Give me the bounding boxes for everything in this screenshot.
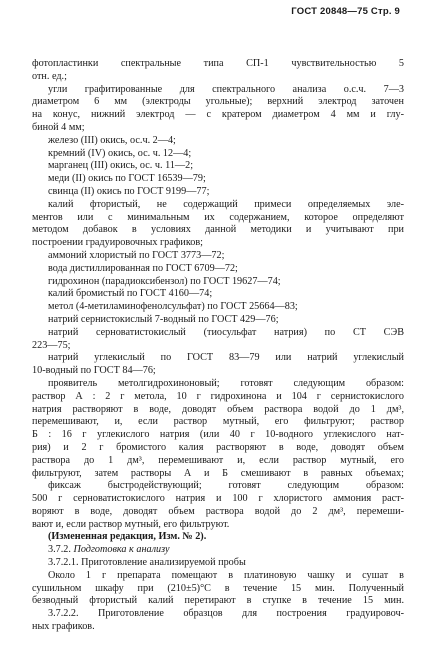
text-line: 3.7.2.1. Приготовление анализируемой пробы: [48, 557, 246, 569]
text-line: на конус, нижний электрод — с кратером диаметром 4 мм и глу-: [32, 109, 404, 121]
text-line: раствор А : 2 г метола, 10 г гидрохинона и 104 г сернистокислого: [32, 390, 404, 402]
text-line: 500 г серноватистокислого натрия и 100 г хлористого аммония раст-: [32, 493, 404, 505]
text-line: натрий серноватистокислый (тиосульфат натрия) по СТ СЭВ: [48, 326, 404, 338]
text-line: методом добавок в условиях данной методики и учитывают при: [32, 224, 404, 236]
text-line: фотопластинки спектральные типа СП-1 чувствительностью 5: [32, 58, 404, 69]
text-line: Б : 16 г углекислого натрия (или 40 г 10-водного углекислого нат-: [32, 429, 404, 441]
text-line: вода дистиллированная по ГОСТ 6709—72;: [48, 262, 238, 274]
text-line: гидрохинон (парадиоксибензол) по ГОСТ 19627—74;: [48, 275, 281, 287]
text-line: вают и, если раствор мутный, его фильтруют.: [32, 518, 230, 530]
text-line: перемешивают, и, если раствор мутный, его фильтруют; раствор: [32, 416, 404, 428]
text-line: (Измененная редакция, Изм. № 2).: [48, 531, 207, 543]
text-line: кремний (IV) окись, ос. ч. 12—4;: [48, 147, 192, 159]
text-line: 3.7.2. Подготовка к анализу: [48, 544, 170, 556]
text-line: построении градуировочных графиков;: [32, 237, 203, 249]
text-line: отн. ед.;: [32, 70, 67, 82]
text-line: безводный фтористый калий перетирают в ступке в течение 15 мин.: [32, 595, 404, 607]
text-line: 10-водный по ГОСТ 84—76;: [32, 365, 156, 377]
page-header: ГОСТ 20848—75 Стр. 9: [291, 6, 400, 17]
text-line: метол (4-метиламинофенолсульфат) по ГОСТ 25664—83;: [48, 301, 298, 313]
text-line: свинца (II) окись по ГОСТ 9199—77;: [48, 185, 210, 197]
text-line: 223—75;: [32, 339, 71, 351]
text-line: калий бромистый по ГОСТ 4160—74;: [48, 288, 213, 300]
text-line: ных графиков.: [32, 621, 95, 633]
text-line: 3.7.2.2. Приготовление образцов для построения градуировоч-: [48, 608, 404, 620]
text-line: натрий сернистокислый 7-водный по ГОСТ 429—76;: [48, 313, 279, 325]
text-line: натрий углекислый по ГОСТ 83—79 или натрий углекислый: [48, 352, 404, 364]
text-line: натрия растворяют в воде, доводят объем раствора водой до 1 дм³,: [32, 403, 404, 415]
text-line: биной 4 мм;: [32, 121, 85, 133]
text-line: фильтруют, затем растворы А и Б смешивают в равных объемах;: [32, 467, 404, 479]
text-line: аммоний хлористый по ГОСТ 3773—72;: [48, 249, 225, 261]
text-line: калий фтористый, не содержащий примеси определяемых эле-: [48, 198, 404, 210]
text-line: рия) и 2 г бромистого калия растворяют в воде, доводят объем: [32, 441, 404, 453]
text-line: диаметром 6 мм (электроды угольные); верхний электрод заточен: [32, 96, 404, 108]
text-line: раствора до 1 дм³, перемешивают и, если раствор мутный, его: [32, 454, 404, 466]
body-text: [32, 58, 404, 634]
text-line: марганец (III) окись, ос. ч. 11—2;: [48, 160, 194, 172]
text-line: фиксаж быстродействующий; готовят следующим образом:: [48, 480, 404, 492]
text-line: угли графитированные для спектрального анализа о.с.ч. 7—3: [48, 83, 404, 95]
text-line: Около 1 г препарата помещают в платиновую чашку и сушат в: [48, 569, 404, 581]
text-line: проявитель метолгидрохиноновый; готовят следующим образом:: [48, 377, 404, 389]
text-line: меди (II) окись по ГОСТ 16539—79;: [48, 173, 206, 185]
text-line: ментов или с минимальным их содержанием, которое определяют: [32, 211, 404, 223]
text-line: сушильном шкафу при (210±5)°С в течение 15 мин. Полученный: [32, 582, 404, 594]
text-line: воряют в воде, доводят объем раствора водой до 2 дм³, перемеши-: [32, 505, 404, 517]
text-line: железо (III) окись, ос.ч. 2—4;: [48, 134, 176, 146]
